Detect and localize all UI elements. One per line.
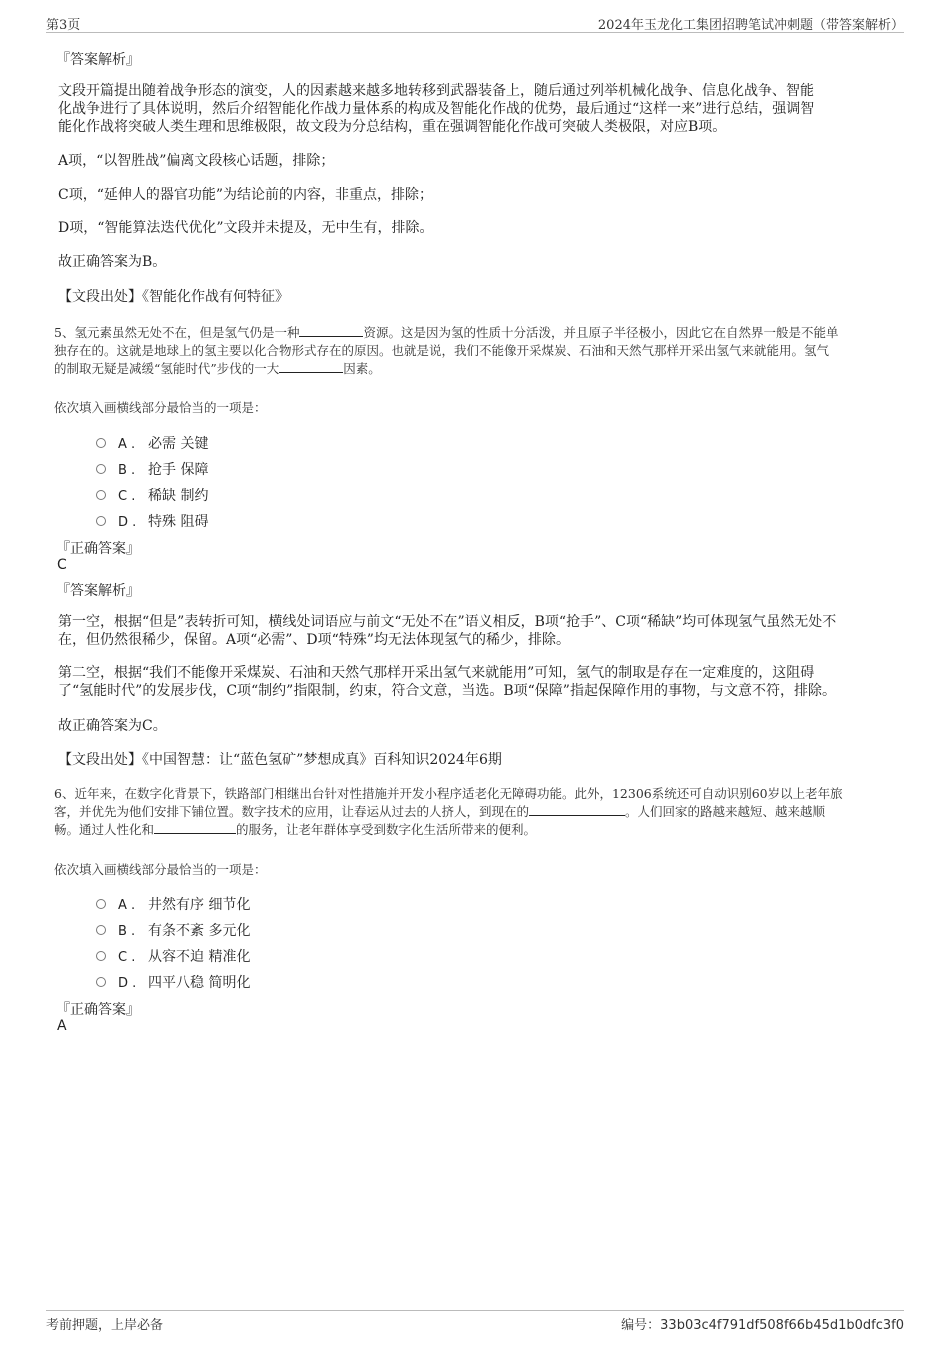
question-5-option-d[interactable]: D . 特殊 阻碍 [96,511,208,531]
question-5-stem: 5、氢元素虽然无处不在，但是氢气仍是一种 资源。这是因为氢的性质十分活泼，并且原子半径极小，因此它在自然界一般是不能单 独存在的。这就是地球上的氢主要以化合物形式存在的原因。也就是说，我们不能像开采煤炭、石油和天然气那样开采出氢气来就能用。氢气 的制取无疑是减缓“氢能时代”步伐的一大 因素。 [54,325,839,376]
question-5-option-a[interactable]: A . 必需 关键 [96,433,208,453]
source-citation: 【文段出处】《中国智慧：让“蓝色氢矿”梦想成真》百科知识2024年6期 [58,752,502,768]
source-citation: 【文段出处】《智能化作战有何特征》 [58,289,289,305]
correct-answer-label: 『正确答案』 [56,541,140,557]
analysis-label: 『答案解析』 [56,583,140,599]
footer-slogan: 考前押题，上岸必备 [46,1318,164,1333]
radio-icon[interactable] [96,464,106,474]
question-5-option-c[interactable]: C . 稀缺 制约 [96,485,208,505]
page-header [46,12,904,32]
footer-divider [46,1310,904,1311]
analysis-line: 化战争进行了具体说明，然后介绍智能化作战力量体系的构成及智能化作战的优势，最后通过“这样一来”进行总结，强调智 [58,101,815,117]
question-6-prompt: 依次填入画横线部分最恰当的一项是： [54,862,267,877]
correct-answer-label: 『正确答案』 [56,1002,140,1018]
radio-icon[interactable] [96,438,106,448]
answer-conclusion: 故正确答案为C。 [58,718,167,734]
analysis-paragraph: 第一空，根据“但是”表转折可知，横线处词语应与前文“无处不在”语义相反，B项“抢手”、C项“稀缺”均可体现氢气虽然无处不 在，但仍然很稀少，保留。A项“必需”、D项“特殊”均无法体现氢气的稀少，排除。 [58,614,837,648]
analysis-label: 『答案解析』 [56,52,140,68]
blank-line [279,360,343,373]
blank-line [529,803,625,816]
question-6-option-b[interactable]: B . 有条不紊 多元化 [96,920,250,940]
analysis-paragraph [58,82,888,136]
analysis-line: 能化作战将突破人类生理和思维极限，故文段为分总结构，重在强调智能化作战可突破人类极限，对应B项。 [58,119,727,135]
answer-conclusion: 故正确答案为B。 [58,254,167,270]
radio-icon[interactable] [96,516,106,526]
radio-icon[interactable] [96,951,106,961]
option-c-analysis: C项，“延伸人的器官功能”为结论前的内容，非重点，排除； [58,187,434,203]
analysis-line: 文段开篇提出随着战争形态的演变，人的因素越来越多地转移到武器装备上，随后通过列举机械化战争、信息化战争、智能 [58,83,814,99]
question-6-option-c[interactable]: C . 从容不迫 精准化 [96,946,250,966]
question-5-option-b[interactable]: B . 抢手 保障 [96,459,208,479]
radio-icon[interactable] [96,977,106,987]
radio-icon[interactable] [96,925,106,935]
question-6-option-a[interactable]: A . 井然有序 细节化 [96,894,250,914]
correct-answer: C [57,557,67,573]
question-6-option-d[interactable]: D . 四平八稳 简明化 [96,972,250,992]
option-d-analysis: D项，“智能算法迭代优化”文段并未提及，无中生有，排除。 [58,220,434,236]
correct-answer: A [57,1018,67,1034]
question-6-stem: 6、近年来，在数字化背景下，铁路部门相继出台针对性措施并开发小程序适老化无障碍功能。此外，12306系统还可自动识别60岁以上老年旅 客，并优先为他们安排下铺位置。数字技术的应用，让春运从过去的人挤人，到现在的 。人们回家的路越来越短、越来越顺 畅。通过人性化和 的服务，让老年群体享受到数字化生活所带来的便利。 [54,786,843,837]
analysis-paragraph: 第二空，根据“我们不能像开采煤炭、石油和天然气那样开采出氢气来就能用”可知，氢气的制取是存在一定难度的，这阻碍 了“氢能时代”的发展步伐，C项“制约”指限制，约束，符合文意，当选。B项“保障”指起保障作用的事物，与文意不符，排除。 [58,665,836,699]
document-id: 编号：33b03c4f791df508f66b45d1b0dfc3f0 [621,1318,904,1333]
page-number: 第3页 [46,18,81,33]
radio-icon[interactable] [96,490,106,500]
question-5-prompt: 依次填入画横线部分最恰当的一项是： [54,400,267,415]
document-title: 2024年玉龙化工集团招聘笔试冲刺题（带答案解析） [597,18,904,33]
option-a-analysis: A项，“以智胜战”偏离文段核心话题，排除； [58,153,335,169]
header-divider [46,32,904,33]
blank-line [154,821,236,834]
radio-icon[interactable] [96,899,106,909]
blank-line [299,324,363,337]
